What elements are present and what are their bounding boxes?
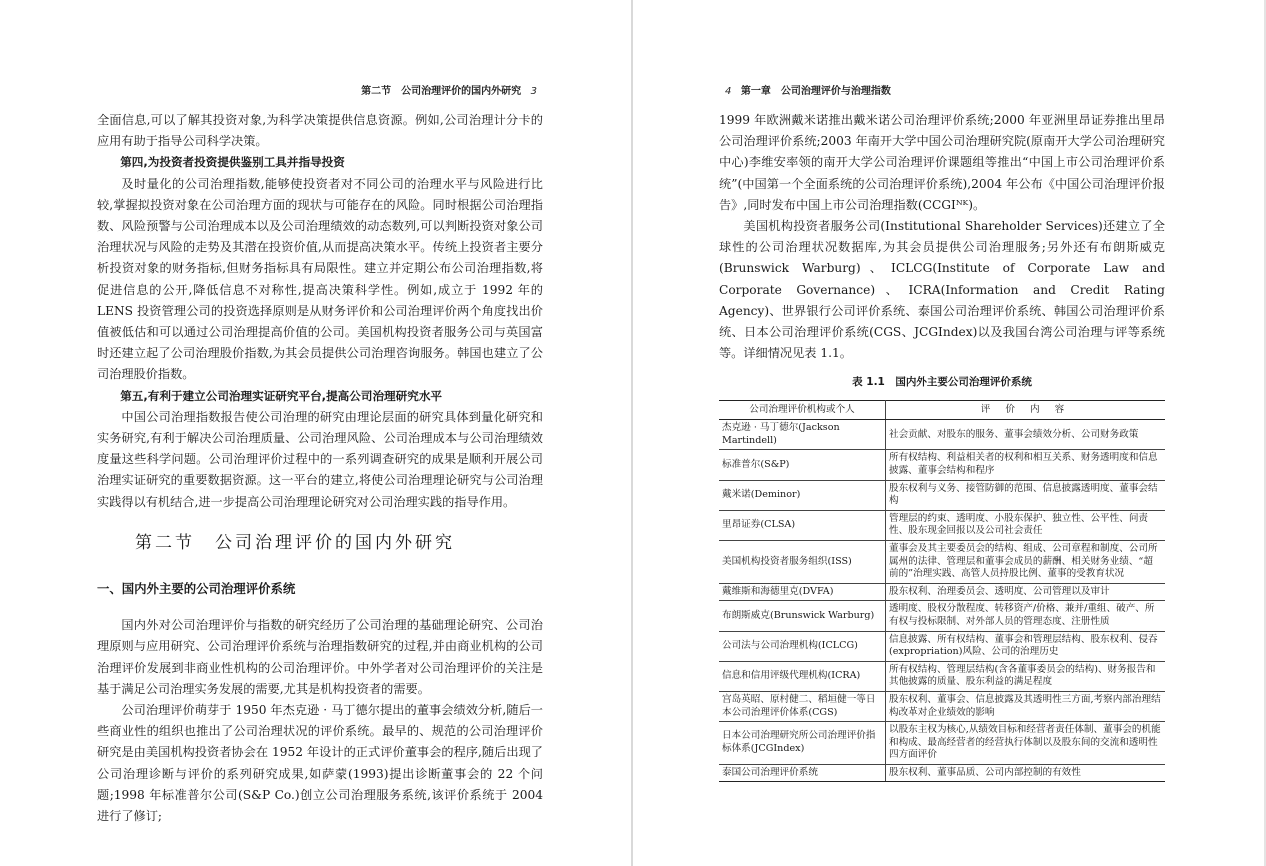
sub-heading: 一、国内外主要的公司治理评价系统 (97, 581, 296, 597)
table-cell-org: 戴米诺(Deminor) (719, 480, 886, 510)
paragraph: 公司治理评价萌芽于 1950 年杰克逊 · 马丁德尔提出的董事会绩效分析,随后一些商业性的组织也推出了公司治理状况的评价系统。最早的、规范的公司治理评价研究是由美国机构投资者协会在 1952 年设计的正式评价董事会的程序,随后出现了公司治理诊断与评价的系列研究成果,如萨蒙(1993)提出诊断董事会的 22 个问题;1998 年标准普尔公司(S&P Co.)创立公司治理服务系统,该评价系统于 2004 进行了修订; (97, 703, 543, 824)
table-cell-content: 所有权结构、利益相关者的权利和相互关系、财务透明度和信息披露、董事会结构和程序 (886, 450, 1166, 480)
paragraph: 美国机构投资者服务公司(Institutional Shareholder Services)还建立了全球性的公司治理状况数据库,为其会员提供公司治理服务;另外还有布朗斯威克(Brunswick Warburg)、ICLCG(Institute of Corporate Law and Corporate Governance)、ICRA(Information and Credit Rating Agency)、世界银行公司评价系统、泰国公司治理评价系统、韩国公司治理评价系统、日本公司治理评价系统(CGS、JCGIndex)以及我国台湾公司治理与评等系统等。详细情况见表 1.1。 (719, 219, 1165, 361)
table-cell-org: 戴维斯和海德里克(DVFA) (719, 583, 886, 601)
paragraph: 及时量化的公司治理指数,能够使投资者对不同公司的治理水平与风险进行比较,掌握拟投资对象在公司治理方面的现状与可能存在的风险。同时根据公司治理指数、风险预警与公司治理成本以及公司治理绩效的动态数列,可以判断投资对象公司治理状况与风险的走势及其潜在投资价值,从而提高决策水平。传统上投资者主要分析投资对象的财务指标,但财务指标具有局限性。建立并定期公布公司治理指数,将促进信息的公开,降低信息不对称性,提高决策科学性。例如,成立于 1992 年的 LENS 投资管理公司的投资选择原则是从财务评价和公司治理评价两个角度找出价值被低估和可以通过公司治理提高价值的公司。美国机构投资者服务公司与英国富时还建立起了公司治理股价指数,为其会员提供公司治理咨询服务。韩国也建立了公司治理股价指数。 (97, 176, 543, 382)
table-title: 表 1.1 国内外主要公司治理评价系统 (852, 376, 1032, 389)
table-header-row (719, 400, 1165, 420)
left-page-content (97, 110, 543, 827)
paragraph: 1999 年欧洲戴米诺推出戴米诺公司治理评价系统;2000 年亚洲里昂证券推出里昂公司治理评价系统;2003 年南开大学中国公司治理研究院(原南开大学公司治理研究中心)李维安率领的南开大学公司治理评价课题组等推出“中国上市公司治理评价系统”(中国第一个全面系统的公司治理评价系统),2004 年公布《中国公司治理评价报告》,同时发布中国上市公司治理指数(CCGIᴺᴷ)。 (719, 113, 1165, 212)
table-row (719, 480, 1165, 510)
table-cell-content: 透明度、股权分散程度、转移资产/价格、兼并/重组、破产、所有权与投标限制、对外部人员的管理态度、注册性质 (886, 601, 1166, 631)
table-cell-org: 美国机构投资者服务组织(ISS) (719, 540, 886, 583)
table-row (719, 450, 1165, 480)
right-running-head-chapter: 第一章 公司治理评价与治理指数 (740, 86, 891, 97)
left-page-number: 3 (530, 86, 537, 97)
table-cell-content: 所有权结构、管理层结构(含各董事委员会的结构)、财务报告和其他披露的质量、股东利益的满足程度 (886, 661, 1166, 691)
table-header-org: 公司治理评价机构或个人 (719, 400, 886, 420)
table-cell-org: 布朗斯威克(Brunswick Warburg) (719, 601, 886, 631)
section-title: 第二节 公司治理评价的国内外研究 (135, 532, 455, 553)
left-running-head (361, 82, 543, 97)
table-cell-content: 股东权利与义务、接管防御的范围、信息披露透明度、董事会结构 (886, 480, 1166, 510)
table-cell-content: 以股东主权为核心,从绩效目标和经营者责任体制、董事会的机能和构成、最高经营者的经营执行体制以及股东间的交流和透明性四方面评价 (886, 722, 1166, 765)
governance-systems-table (719, 400, 1165, 783)
paragraph: 国内外对公司治理评价与指数的研究经历了公司治理的基础理论研究、公司治理原则与应用研究、公司治理评价系统与治理指数研究的过程,并由商业机构的公司治理评价发展到非商业性机构的公司治理评价。中外学者对公司治理评价的关注是基于满足公司治理实务发展的需要,尤其是机构投资者的需要。 (97, 618, 543, 696)
table-row (719, 601, 1165, 631)
table-row (719, 722, 1165, 765)
table-cell-content: 董事会及其主要委员会的结构、组成、公司章程和制度、公司所属州的法律、管理层和董事会成员的薪酬、相关财务业绩、“超前的”治理实践、高管人员持股比例、董事的受教育状况 (886, 540, 1166, 583)
right-running-head (719, 82, 891, 97)
table-row (719, 583, 1165, 601)
paragraph: 中国公司治理指数报告使公司治理的研究由理论层面的研究具体到量化研究和实务研究,有利于解决公司治理质量、公司治理风险、公司治理成本与公司治理绩效度量这些科学问题。公司治理评价过程中的一系列调查研究的成果是顺利开展公司治理实证研究的重要数据资源。这一平台的建立,将使公司治理理论研究与公司治理实践得以有机结合,进一步提高公司治理理论研究对公司治理实践的指导作用。 (97, 409, 543, 509)
table-cell-content: 管理层的约束、透明度、小股东保护、独立性、公平性、问责性、股东现金回报以及公司社会责任 (886, 510, 1166, 540)
table-cell-org: 公司法与公司治理机构(ICLCG) (719, 631, 886, 661)
table-cell-content: 股东权利、董事品质、公司内部控制的有效性 (886, 764, 1166, 782)
table-cell-org: 泰国公司治理评价系统 (719, 764, 886, 782)
table-cell-content: 股东权利、治理委员会、透明度、公司管理以及审计 (886, 583, 1166, 601)
table-cell-org: 宫岛英昭、原村健二、稻垣健一等日本公司治理评价体系(CGS) (719, 691, 886, 721)
left-page (0, 0, 631, 866)
table-row (719, 420, 1165, 450)
right-page (633, 0, 1266, 866)
table-row (719, 510, 1165, 540)
table-cell-content: 信息披露、所有权结构、董事会和管理层结构、股东权利、侵吞(expropriation)风险、公司的治理历史 (886, 631, 1166, 661)
right-page-content (719, 110, 1165, 782)
table-cell-org: 里昂证券(CLSA) (719, 510, 886, 540)
table-cell-org: 标准普尔(S&P) (719, 450, 886, 480)
table-header-content: 评 价 内 容 (886, 400, 1166, 420)
paragraph: 全面信息,可以了解其投资对象,为科学决策提供信息资源。例如,公司治理计分卡的应用有助于指导公司科学决策。 (97, 113, 543, 149)
table-cell-org: 信息和信用评级代理机构(ICRA) (719, 661, 886, 691)
subpoint-heading: 第五,有利于建立公司治理实证研究平台,提高公司治理研究水平 (120, 388, 443, 403)
table-cell-org: 杰克逊 · 马丁德尔(Jackson Martindell) (719, 420, 886, 450)
table-cell-content: 股东权利、董事会、信息披露及其透明性三方面,考察内部治理结构改革对企业绩效的影响 (886, 691, 1166, 721)
right-page-number: 4 (725, 86, 732, 97)
table-row (719, 691, 1165, 721)
table-row (719, 540, 1165, 583)
table-row (719, 661, 1165, 691)
left-running-head-section: 第二节 公司治理评价的国内外研究 (361, 86, 522, 97)
table-row (719, 631, 1165, 661)
table-row (719, 764, 1165, 782)
table-cell-org: 日本公司治理研究所公司治理评价指标体系(JCGIndex) (719, 722, 886, 765)
table-cell-content: 社会贡献、对股东的服务、董事会绩效分析、公司财务政策 (886, 420, 1166, 450)
subpoint-heading: 第四,为投资者投资提供鉴别工具并指导投资 (120, 155, 345, 170)
